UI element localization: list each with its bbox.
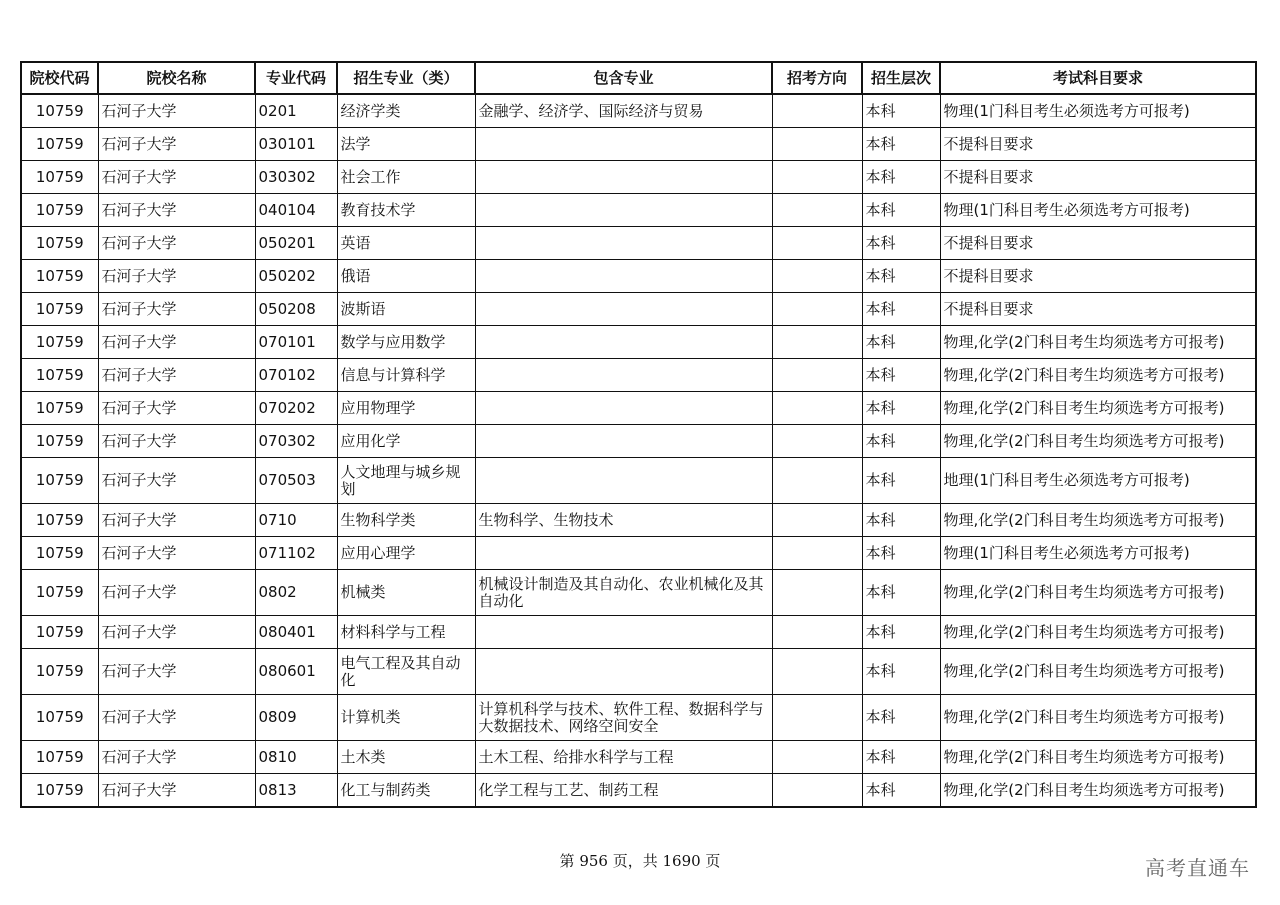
table-row	[21, 537, 1256, 570]
cell-subject-requirement: 物理(1门科目考生必须选考方可报考)	[940, 194, 1256, 227]
cell-direction	[772, 425, 862, 458]
cell-direction	[772, 227, 862, 260]
cell-level: 本科	[862, 260, 940, 293]
cell-subject-requirement: 物理(1门科目考生必须选考方可报考)	[940, 537, 1256, 570]
cell-included-majors	[475, 359, 772, 392]
cell-direction	[772, 504, 862, 537]
cell-included-majors: 金融学、经济学、国际经济与贸易	[475, 94, 772, 128]
cell-level: 本科	[862, 504, 940, 537]
cell-subject-requirement: 物理(1门科目考生必须选考方可报考)	[940, 94, 1256, 128]
cell-school-name: 石河子大学	[98, 194, 255, 227]
cell-level: 本科	[862, 227, 940, 260]
cell-major-code: 0710	[255, 504, 337, 537]
cell-school-code: 10759	[21, 504, 98, 537]
cell-school-name: 石河子大学	[98, 695, 255, 741]
header-direction: 招考方向	[772, 62, 862, 94]
cell-major-code: 0813	[255, 774, 337, 808]
cell-subject-requirement: 物理,化学(2门科目考生均须选考方可报考)	[940, 504, 1256, 537]
header-school-code: 院校代码	[21, 62, 98, 94]
cell-subject-requirement: 物理,化学(2门科目考生均须选考方可报考)	[940, 392, 1256, 425]
cell-direction	[772, 741, 862, 774]
cell-level: 本科	[862, 128, 940, 161]
cell-school-code: 10759	[21, 260, 98, 293]
cell-major-code: 050201	[255, 227, 337, 260]
cell-included-majors	[475, 161, 772, 194]
admission-table	[20, 61, 1257, 808]
cell-included-majors	[475, 537, 772, 570]
cell-school-code: 10759	[21, 537, 98, 570]
cell-major-code: 0810	[255, 741, 337, 774]
cell-level: 本科	[862, 695, 940, 741]
cell-major: 应用心理学	[337, 537, 475, 570]
cell-school-code: 10759	[21, 570, 98, 616]
cell-major: 生物科学类	[337, 504, 475, 537]
cell-school-code: 10759	[21, 616, 98, 649]
cell-school-code: 10759	[21, 161, 98, 194]
cell-school-name: 石河子大学	[98, 392, 255, 425]
cell-school-name: 石河子大学	[98, 458, 255, 504]
cell-school-code: 10759	[21, 695, 98, 741]
cell-major: 社会工作	[337, 161, 475, 194]
cell-level: 本科	[862, 326, 940, 359]
cell-school-code: 10759	[21, 649, 98, 695]
header-level: 招生层次	[862, 62, 940, 94]
cell-school-code: 10759	[21, 425, 98, 458]
cell-major: 化工与制药类	[337, 774, 475, 808]
cell-major: 英语	[337, 227, 475, 260]
cell-direction	[772, 161, 862, 194]
cell-subject-requirement: 不提科目要求	[940, 260, 1256, 293]
watermark-text: 高考直通车	[1145, 856, 1250, 880]
cell-included-majors	[475, 425, 772, 458]
cell-major-code: 050202	[255, 260, 337, 293]
cell-included-majors: 化学工程与工艺、制药工程	[475, 774, 772, 808]
cell-school-name: 石河子大学	[98, 570, 255, 616]
cell-subject-requirement: 不提科目要求	[940, 293, 1256, 326]
cell-level: 本科	[862, 359, 940, 392]
cell-major-code: 070503	[255, 458, 337, 504]
cell-direction	[772, 194, 862, 227]
cell-included-majors	[475, 392, 772, 425]
cell-major: 教育技术学	[337, 194, 475, 227]
cell-major: 计算机类	[337, 695, 475, 741]
cell-major-code: 080401	[255, 616, 337, 649]
table-row	[21, 504, 1256, 537]
cell-major-code: 0809	[255, 695, 337, 741]
cell-direction	[772, 94, 862, 128]
cell-major-code: 050208	[255, 293, 337, 326]
cell-level: 本科	[862, 194, 940, 227]
cell-school-code: 10759	[21, 774, 98, 808]
cell-major: 电气工程及其自动化	[337, 649, 475, 695]
cell-level: 本科	[862, 293, 940, 326]
cell-level: 本科	[862, 537, 940, 570]
cell-subject-requirement: 物理,化学(2门科目考生均须选考方可报考)	[940, 570, 1256, 616]
cell-major: 材料科学与工程	[337, 616, 475, 649]
cell-school-name: 石河子大学	[98, 425, 255, 458]
page-number: 第 956 页，共 1690 页	[559, 852, 721, 870]
cell-major: 信息与计算科学	[337, 359, 475, 392]
cell-school-code: 10759	[21, 741, 98, 774]
cell-major-code: 0201	[255, 94, 337, 128]
cell-level: 本科	[862, 425, 940, 458]
cell-included-majors	[475, 616, 772, 649]
cell-included-majors	[475, 326, 772, 359]
table-row	[21, 695, 1256, 741]
cell-subject-requirement: 物理,化学(2门科目考生均须选考方可报考)	[940, 741, 1256, 774]
cell-school-name: 石河子大学	[98, 326, 255, 359]
table-row	[21, 128, 1256, 161]
cell-included-majors	[475, 293, 772, 326]
cell-major: 俄语	[337, 260, 475, 293]
cell-major-code: 030101	[255, 128, 337, 161]
cell-school-name: 石河子大学	[98, 649, 255, 695]
cell-major-code: 070101	[255, 326, 337, 359]
cell-major-code: 080601	[255, 649, 337, 695]
cell-level: 本科	[862, 161, 940, 194]
cell-major-code: 070302	[255, 425, 337, 458]
cell-school-name: 石河子大学	[98, 128, 255, 161]
cell-major: 经济学类	[337, 94, 475, 128]
cell-direction	[772, 260, 862, 293]
table-row	[21, 293, 1256, 326]
header-major: 招生专业（类）	[337, 62, 475, 94]
cell-level: 本科	[862, 741, 940, 774]
table-row	[21, 649, 1256, 695]
cell-included-majors: 机械设计制造及其自动化、农业机械化及其自动化	[475, 570, 772, 616]
table-row	[21, 161, 1256, 194]
table-row	[21, 359, 1256, 392]
cell-school-name: 石河子大学	[98, 227, 255, 260]
cell-direction	[772, 774, 862, 808]
cell-subject-requirement: 物理,化学(2门科目考生均须选考方可报考)	[940, 359, 1256, 392]
cell-direction	[772, 458, 862, 504]
cell-school-name: 石河子大学	[98, 741, 255, 774]
cell-school-name: 石河子大学	[98, 293, 255, 326]
cell-major: 人文地理与城乡规划	[337, 458, 475, 504]
cell-school-code: 10759	[21, 128, 98, 161]
cell-subject-requirement: 物理,化学(2门科目考生均须选考方可报考)	[940, 649, 1256, 695]
cell-school-code: 10759	[21, 194, 98, 227]
cell-included-majors	[475, 128, 772, 161]
cell-included-majors	[475, 227, 772, 260]
table-row	[21, 94, 1256, 128]
cell-school-code: 10759	[21, 458, 98, 504]
cell-direction	[772, 128, 862, 161]
header-included-majors: 包含专业	[475, 62, 772, 94]
cell-major: 应用化学	[337, 425, 475, 458]
cell-major: 波斯语	[337, 293, 475, 326]
cell-major: 土木类	[337, 741, 475, 774]
cell-level: 本科	[862, 458, 940, 504]
cell-subject-requirement: 不提科目要求	[940, 227, 1256, 260]
cell-included-majors	[475, 194, 772, 227]
cell-direction	[772, 649, 862, 695]
cell-level: 本科	[862, 94, 940, 128]
table-row	[21, 392, 1256, 425]
cell-subject-requirement: 物理,化学(2门科目考生均须选考方可报考)	[940, 616, 1256, 649]
cell-subject-requirement: 物理,化学(2门科目考生均须选考方可报考)	[940, 695, 1256, 741]
cell-school-code: 10759	[21, 359, 98, 392]
cell-school-name: 石河子大学	[98, 94, 255, 128]
cell-level: 本科	[862, 616, 940, 649]
table-row	[21, 260, 1256, 293]
cell-included-majors: 土木工程、给排水科学与工程	[475, 741, 772, 774]
cell-major-code: 040104	[255, 194, 337, 227]
cell-subject-requirement: 物理,化学(2门科目考生均须选考方可报考)	[940, 774, 1256, 808]
table-row	[21, 616, 1256, 649]
cell-subject-requirement: 不提科目要求	[940, 161, 1256, 194]
table-header-row	[21, 62, 1256, 94]
table-row	[21, 194, 1256, 227]
header-subject-requirement: 考试科目要求	[940, 62, 1256, 94]
cell-direction	[772, 537, 862, 570]
table-row	[21, 326, 1256, 359]
cell-school-code: 10759	[21, 94, 98, 128]
header-major-code: 专业代码	[255, 62, 337, 94]
table-row	[21, 570, 1256, 616]
header-school-name: 院校名称	[98, 62, 255, 94]
cell-major-code: 071102	[255, 537, 337, 570]
table-row	[21, 741, 1256, 774]
cell-school-name: 石河子大学	[98, 616, 255, 649]
table-row	[21, 458, 1256, 504]
cell-included-majors: 计算机科学与技术、软件工程、数据科学与大数据技术、网络空间安全	[475, 695, 772, 741]
cell-school-code: 10759	[21, 326, 98, 359]
cell-school-name: 石河子大学	[98, 260, 255, 293]
cell-subject-requirement: 地理(1门科目考生必须选考方可报考)	[940, 458, 1256, 504]
cell-major: 机械类	[337, 570, 475, 616]
cell-school-code: 10759	[21, 392, 98, 425]
cell-level: 本科	[862, 774, 940, 808]
cell-subject-requirement: 物理,化学(2门科目考生均须选考方可报考)	[940, 425, 1256, 458]
cell-direction	[772, 616, 862, 649]
cell-included-majors	[475, 649, 772, 695]
cell-included-majors	[475, 458, 772, 504]
cell-major-code: 070202	[255, 392, 337, 425]
table-row	[21, 425, 1256, 458]
cell-direction	[772, 359, 862, 392]
cell-school-name: 石河子大学	[98, 161, 255, 194]
table-row	[21, 227, 1256, 260]
cell-included-majors: 生物科学、生物技术	[475, 504, 772, 537]
cell-level: 本科	[862, 570, 940, 616]
cell-school-name: 石河子大学	[98, 537, 255, 570]
cell-subject-requirement: 物理,化学(2门科目考生均须选考方可报考)	[940, 326, 1256, 359]
cell-included-majors	[475, 260, 772, 293]
cell-direction	[772, 695, 862, 741]
cell-direction	[772, 392, 862, 425]
cell-level: 本科	[862, 392, 940, 425]
table-body	[21, 94, 1256, 807]
cell-level: 本科	[862, 649, 940, 695]
cell-school-code: 10759	[21, 293, 98, 326]
cell-major: 应用物理学	[337, 392, 475, 425]
cell-major-code: 0802	[255, 570, 337, 616]
cell-school-name: 石河子大学	[98, 504, 255, 537]
cell-major-code: 070102	[255, 359, 337, 392]
cell-major-code: 030302	[255, 161, 337, 194]
table-row	[21, 774, 1256, 808]
cell-school-code: 10759	[21, 227, 98, 260]
cell-major: 法学	[337, 128, 475, 161]
cell-subject-requirement: 不提科目要求	[940, 128, 1256, 161]
cell-major: 数学与应用数学	[337, 326, 475, 359]
cell-school-name: 石河子大学	[98, 359, 255, 392]
cell-school-name: 石河子大学	[98, 774, 255, 808]
cell-direction	[772, 326, 862, 359]
cell-direction	[772, 570, 862, 616]
cell-direction	[772, 293, 862, 326]
